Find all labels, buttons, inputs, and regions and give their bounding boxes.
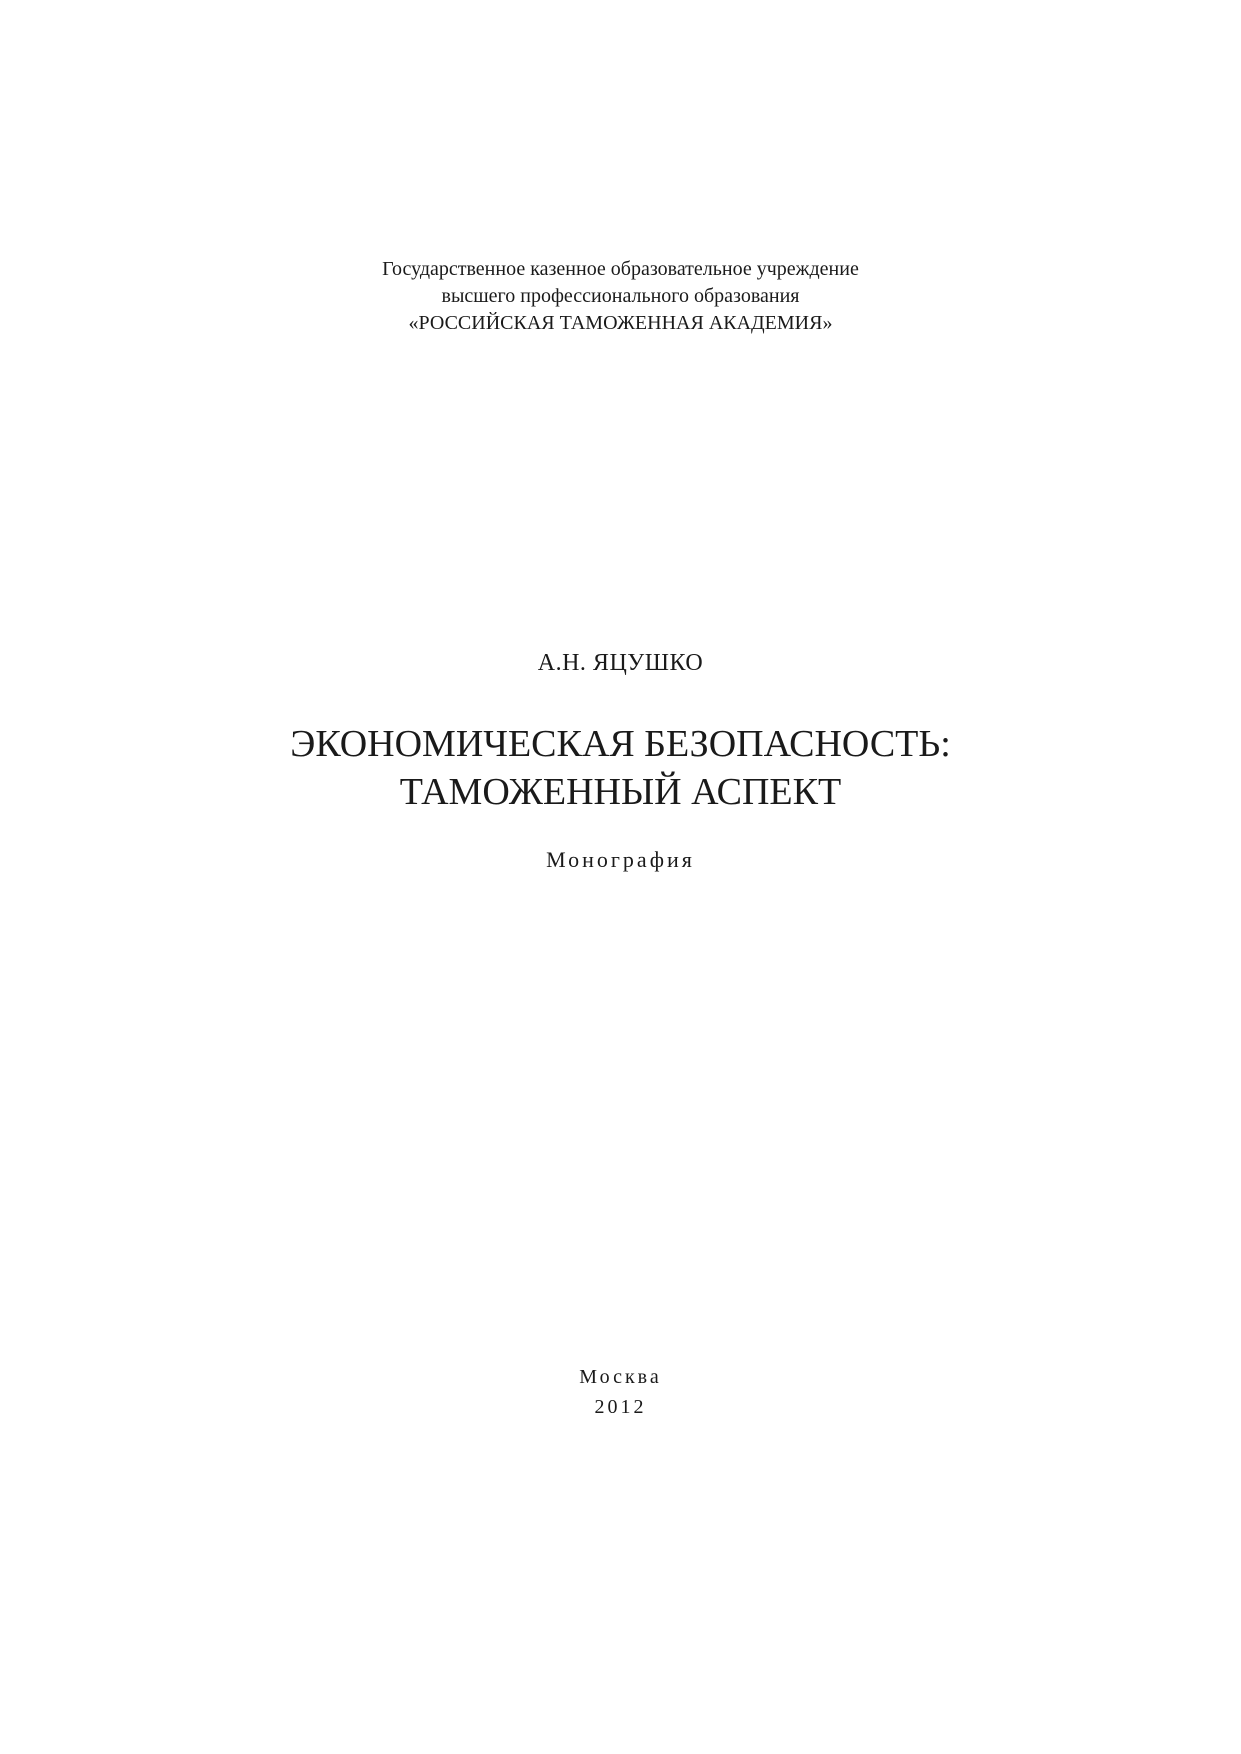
institution-line-1: Государственное казенное образовательное учреждение [382,258,859,280]
imprint-block [0,1362,1241,1422]
genre-label: Монография [546,847,695,872]
institution-line-2: высшего профессионального образования [441,285,800,307]
book-title-line-1: ЭКОНОМИЧЕСКАЯ БЕЗОПАСНОСТЬ: [290,723,951,765]
institution-block [0,256,1241,337]
imprint-city: Москва [579,1366,662,1388]
author-name: А.Н. ЯЦУШКО [537,650,704,676]
book-title-line-2: ТАМОЖЕННЫЙ АСПЕКТ [399,771,842,813]
institution-name: «РОССИЙСКАЯ ТАМОЖЕННАЯ АКАДЕМИЯ» [408,312,833,334]
imprint-year: 2012 [594,1396,647,1418]
book-title [0,720,1241,816]
